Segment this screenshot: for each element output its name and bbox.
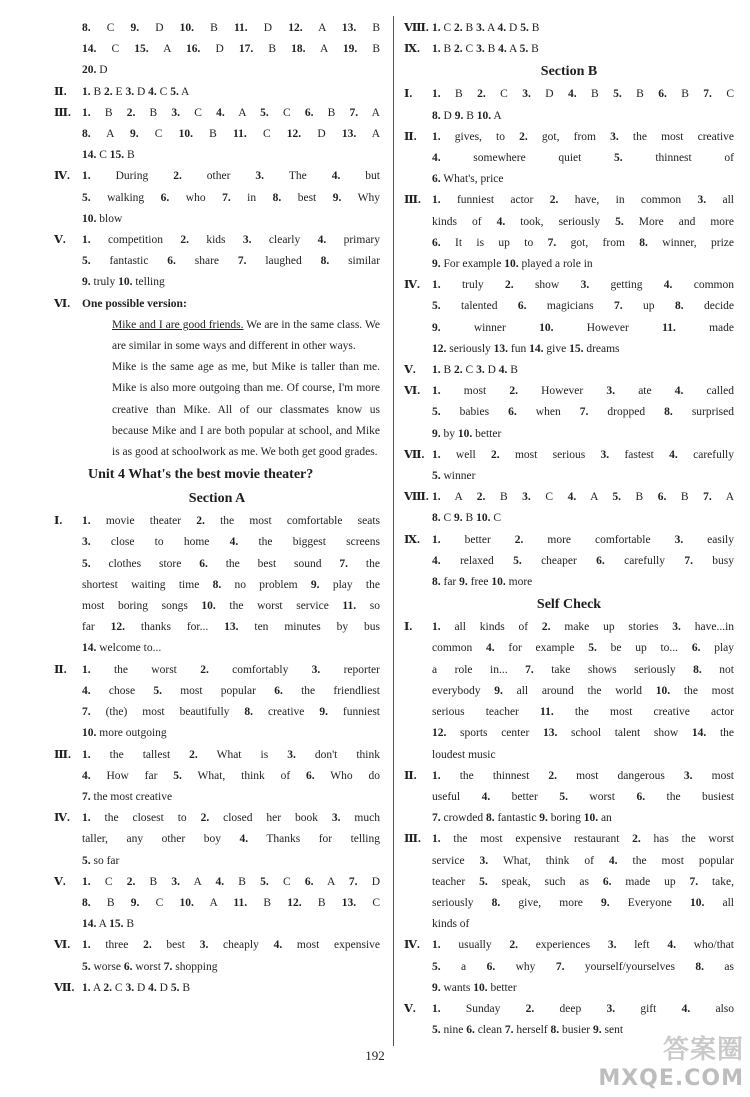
answer-group [54, 872, 380, 936]
answer-line: 1. gives, to 2. got, from 3. the most creative [432, 130, 734, 143]
answer-group [404, 935, 734, 999]
answer-group [404, 487, 734, 529]
answer-line: 1. most 2. However 3. ate 4. called [432, 385, 735, 398]
answer-group [54, 511, 380, 659]
answer-line: 14. C 15. A 16. D 17. B 18. A 19. B [82, 43, 380, 56]
answer-line: 7. (the) most beautifully 8. creative 9. funniest [82, 706, 380, 719]
section-mark: Ⅲ. [54, 106, 71, 119]
answer-line: service 3. What, think of 4. the most popular [432, 854, 734, 867]
answer-group [404, 127, 734, 191]
column-divider [393, 16, 394, 1046]
answer-group [404, 766, 734, 830]
answer-group [404, 190, 734, 275]
answer-line: 4. How far 5. What, think of 6. Who do [82, 769, 380, 782]
answer-line: 1. the worst 2. comfortably 3. reporter [82, 663, 380, 676]
answer-line: 7. the most creative [82, 790, 173, 803]
answer-line: 4. chose 5. most popular 6. the friendliest [82, 684, 380, 697]
answer-line: 14. welcome to... [82, 642, 162, 655]
answer-line: serious teacher 11. the most creative actor [432, 706, 734, 719]
essay-underlined-sentence: Mike and I are good friends. [112, 318, 244, 331]
section-b-heading: Section B [540, 64, 598, 80]
answer-line: 8. C 9. D 10. B 11. D 12. A 13. B [82, 22, 381, 34]
answer-line: 8. B 9. C 10. A 11. B 12. B 13. C [82, 896, 381, 909]
section-mark: Ⅵ. [404, 385, 421, 398]
answer-line: kinds of 4. took, seriously 5. More and more [432, 215, 734, 228]
answer-line: useful 4. better 5. worst 6. the busiest [432, 790, 735, 803]
section-mark: Ⅲ. [404, 833, 421, 846]
answer-line: 5. walking 6. who 7. in 8. best 9. Why [82, 191, 380, 204]
answer-line: 20. D [82, 64, 108, 77]
section-mark: Ⅵ. [54, 939, 71, 952]
section-mark: Ⅲ. [404, 194, 421, 207]
answer-line: 5. a 6. why 7. yourself/yourselves 8. as [432, 960, 734, 973]
answer-line: 7. crowded 8. fantastic 9. boring 10. an [432, 812, 612, 825]
answer-group [54, 808, 380, 872]
essay-paragraph-2: Mike is the same age as me, but Mike is taller than me. Mike is also more outgoing than me. Of course, I'm more creative than Mike. All of our classmates know us because Mike and I are both popular at school, and Mike is as good at schoolwork as me. We both get good grades. [112, 361, 380, 459]
answer-line: 1. three 2. best 3. cheaply 4. most expensive [82, 939, 381, 952]
section-mark: Ⅸ. [404, 533, 420, 546]
section-mark: Ⅳ. [54, 170, 70, 183]
answer-line: 9. winner 10. However 11. made [432, 321, 734, 334]
answer-group [404, 275, 734, 360]
section-mark: Ⅱ. [404, 130, 417, 143]
answer-group [404, 829, 734, 935]
section-b-answers [404, 84, 734, 593]
answer-line: kinds of [432, 918, 470, 931]
section-mark: Ⅰ. [404, 88, 413, 101]
section-mark: Ⅳ. [404, 279, 420, 292]
answer-group [54, 103, 380, 167]
answer-line: 1. B 2. C 3. D 4. B 5. B 6. B 7. C [432, 88, 734, 101]
answer-line: a role in... 7. take shows seriously 8. not [432, 663, 734, 676]
answer-group [404, 360, 734, 381]
left-top-answers [54, 18, 380, 294]
answer-line: 5. talented 6. magicians 7. up 8. decide [432, 300, 734, 313]
section-mark: Ⅳ. [54, 812, 70, 825]
answer-line: 9. For example 10. played a role in [432, 258, 593, 271]
answer-line: 4. somewhere quiet 5. thinnest of [432, 152, 734, 165]
section-mark: Ⅱ. [54, 85, 67, 98]
answer-line: 3. close to home 4. the biggest screens [82, 536, 380, 549]
answer-line: loudest music [432, 748, 496, 761]
answer-line: 1. truly 2. show 3. getting 4. common [432, 279, 734, 292]
answer-group [54, 745, 380, 809]
section-mark: Ⅴ. [54, 875, 66, 888]
answer-line: far 12. thanks for... 13. ten minutes by bus [82, 621, 380, 634]
answer-line: 8. C 9. B 10. C [432, 512, 502, 525]
answer-line: 1. the thinnest 2. most dangerous 3. most [432, 769, 734, 782]
section-mark: Ⅴ. [54, 234, 66, 247]
section-mark: Ⅳ. [404, 939, 420, 952]
answer-line: 1. well 2. most serious 3. fastest 4. carefully [432, 448, 734, 461]
answer-line: 14. A 15. B [82, 918, 135, 931]
section-mark: Ⅱ. [54, 663, 67, 676]
answer-line: 9. by 10. better [432, 427, 502, 440]
answer-group [404, 617, 734, 765]
answer-line: 1. usually 2. experiences 3. left 4. who/that [432, 939, 734, 952]
watermark-line-1: 答案圈 [662, 1035, 744, 1065]
answer-group [54, 82, 380, 103]
answer-line: 5. babies 6. when 7. dropped 8. surprised [432, 406, 734, 419]
essay-paragraph-1-rest: We are in the same class. We are similar in some ways and different in other ways. [112, 318, 380, 353]
answer-line: 8. A 9. C 10. B 11. C 12. D 13. A [82, 128, 381, 141]
answer-line: 9. wants 10. better [432, 981, 517, 994]
section-mark: Ⅸ. [404, 43, 420, 56]
answer-line: 1. B 2. B 3. C 4. A 5. C 6. B 7. A [82, 106, 380, 119]
section-mark: Ⅴ. [404, 1002, 416, 1015]
answer-line: common 4. for example 5. be up to... 6. play [432, 642, 734, 655]
answer-line: 1. movie theater 2. the most comfortable seats [82, 515, 380, 528]
section-mark: Ⅲ. [54, 748, 71, 761]
answer-line: taller, any other boy 4. Thanks for telling [82, 833, 380, 846]
section-a-answers [54, 511, 380, 999]
essay-label: One possible version: [82, 297, 187, 310]
answer-line: seriously 8. give, more 9. Everyone 10. all [432, 896, 734, 909]
answer-line: 12. sports center 13. school talent show 14. the [432, 727, 734, 740]
essay-paragraph-1 [82, 315, 380, 357]
answer-line: 5. fantastic 6. share 7. laughed 8. similar [82, 255, 381, 268]
answer-line: 9. truly 10. telling [82, 276, 165, 289]
section-mark: Ⅰ. [54, 515, 63, 528]
unit-title: Unit 4 What's the best movie theater? [88, 467, 314, 483]
answer-line: shortest waiting time 8. no problem 9. play the [82, 578, 380, 591]
answer-line: 4. relaxed 5. cheaper 6. carefully 7. busy [432, 554, 734, 567]
answer-line: 5. winner [432, 470, 476, 483]
answer-group [54, 18, 380, 82]
answer-line: 1. the tallest 2. What is 3. don't think [82, 748, 380, 761]
watermark-line-2: MXQE.COM [598, 1066, 744, 1091]
answer-line: 10. more outgoing [82, 727, 167, 740]
section-mark: Ⅰ. [404, 621, 413, 634]
answer-line: 12. seriously 13. fun 14. give 15. dreams [432, 342, 620, 355]
answer-line: 1. competition 2. kids 3. clearly 4. primary [82, 234, 381, 247]
answer-group [54, 978, 380, 999]
self-check-heading: Self Check [536, 597, 602, 613]
answer-group [404, 84, 734, 126]
section-a-heading: Section A [188, 491, 246, 507]
answer-line: 5. nine 6. clean 7. herself 8. busier 9. sent [432, 1024, 624, 1037]
answer-group [54, 166, 380, 230]
answer-line: 5. worse 6. worst 7. shopping [82, 960, 218, 973]
answer-line: 5. clothes store 6. the best sound 7. the [82, 557, 380, 570]
answer-line: 8. far 9. free 10. more [432, 576, 533, 589]
answer-line: everybody 9. all around the world 10. the most [432, 684, 735, 697]
answer-group [404, 381, 734, 445]
right-column [404, 18, 734, 1041]
answer-line: 1. C 2. B 3. A 4. B 5. C 6. A 7. D [82, 875, 380, 888]
section-mark: Ⅷ. [404, 491, 429, 504]
answer-line: 1. all kinds of 2. make up stories 3. have...in [432, 621, 735, 634]
section-mark: Ⅶ. [404, 448, 425, 461]
section-mark: Ⅶ. [54, 981, 75, 994]
answer-line: 5. so far [82, 854, 120, 867]
answer-group [404, 530, 734, 594]
answer-line: 1. B 2. E 3. D 4. C 5. A [82, 85, 190, 98]
answer-line: 1. A 2. B 3. C 4. A 5. B 6. B 7. A [432, 491, 735, 504]
self-check-answers [404, 617, 734, 1041]
section-mark: Ⅱ. [404, 769, 417, 782]
answer-group [404, 445, 734, 487]
answer-group [404, 39, 734, 60]
answer-line: 1. During 2. other 3. The 4. but [82, 170, 380, 183]
right-top-answers [404, 18, 734, 60]
watermark-logo [598, 1029, 744, 1091]
section-mark: Ⅴ. [404, 364, 416, 377]
section-mark [54, 18, 82, 82]
answer-line: 1. C 2. B 3. A 4. D 5. B [432, 22, 540, 34]
answer-line: most boring songs 10. the worst service 11. so [82, 600, 380, 613]
section-mark: Ⅷ. [404, 22, 429, 34]
page-number: 192 [365, 1048, 385, 1063]
answer-line: 6. It is up to 7. got, from 8. winner, prize [432, 236, 734, 249]
answer-line: 14. C 15. B [82, 149, 135, 162]
answer-line: 1. Sunday 2. deep 3. gift 4. also [432, 1002, 734, 1015]
answer-group [54, 660, 380, 745]
answer-group [54, 230, 380, 294]
left-column [54, 18, 380, 999]
answer-line: 1. funniest actor 2. have, in common 3. all [432, 194, 734, 207]
answer-line: 10. blow [82, 212, 123, 225]
answer-group [404, 18, 734, 39]
answer-line: 6. What's, price [432, 173, 504, 186]
section-mark: Ⅵ. [54, 297, 71, 310]
essay-section [54, 294, 380, 464]
answer-line: 1. B 2. C 3. B 4. A 5. B [432, 43, 539, 56]
answer-line: teacher 5. speak, such as 6. made up 7. take, [432, 875, 735, 888]
answer-line: 1. better 2. more comfortable 3. easily [432, 533, 734, 546]
answer-line: 1. A 2. C 3. D 4. D 5. B [82, 981, 191, 994]
answer-line: 1. the most expensive restaurant 2. has the worst [432, 833, 734, 846]
answer-line: 1. B 2. C 3. D 4. B [432, 364, 518, 377]
answer-group [54, 935, 380, 977]
answer-line: 1. the closest to 2. closed her book 3. much [82, 812, 380, 825]
answer-line: 8. D 9. B 10. A [432, 109, 502, 122]
